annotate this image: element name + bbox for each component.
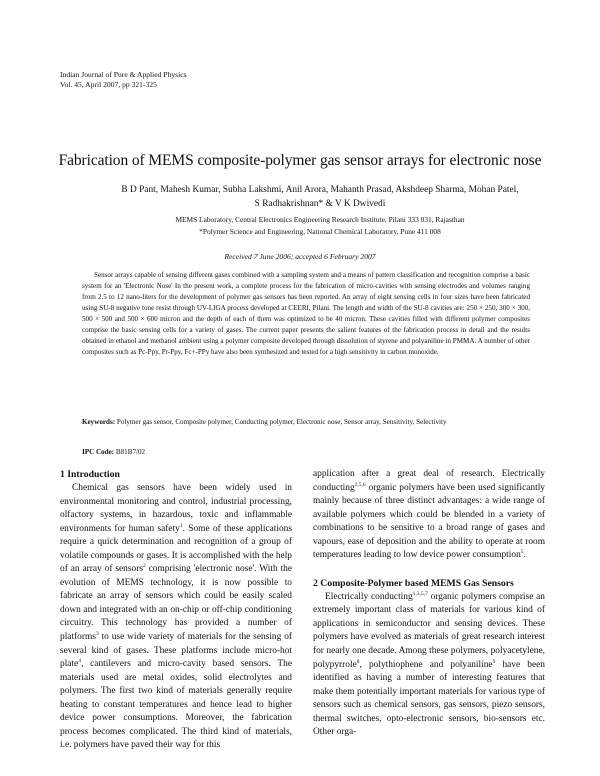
text-run: Electrically conducting <box>325 591 413 602</box>
authors-line-1: B D Pant, Mahesh Kumar, Subha Lakshmi, Anil Arora, Mahanth Prasad, Akshdeep Sharma, Mohan Patel, <box>121 185 519 195</box>
keywords-label: Keywords: <box>82 418 116 426</box>
section-2-paragraph <box>313 591 545 740</box>
section-1-continuation <box>313 468 545 563</box>
ipc-value: B81B7/02 <box>115 448 146 456</box>
reference-mark: 9 <box>492 658 496 665</box>
reference-mark: 5 <box>520 549 524 556</box>
text-run: , cantilevers and micro-cavity based sensors. The materials used are metal oxides, solid electrolytes and polymers. The first two kind of materials generally require heating to constant temperatures and hence lead to higher device power consumptions. Moreover, the fabrication process becomes complicated. The third kind of materials, i.e. polymers have paved their way for this <box>60 659 292 751</box>
text-run: , polythiophene and polyaniline <box>359 659 493 670</box>
text-run: application after a great deal of research. Electrically conducting <box>313 469 545 493</box>
affiliations <box>100 214 540 238</box>
journal-name: Indian Journal of Pure & Applied Physics <box>60 70 187 79</box>
section-1-paragraph <box>60 482 292 753</box>
reference-mark: 4 <box>78 658 81 665</box>
text-run: organic polymers comprise an extremely important class of materials for various kind of applications in semiconductor and sensing devices. These polymers have evolved as materials of great research interest for nearly one decade. Among these polymers, polyacetylene, polypyrrole <box>313 591 545 670</box>
affiliation-2: *Polymer Science and Engineering, National Chemical Laboratory, Pune 411 008 <box>199 227 441 236</box>
reference-mark: 1,3,5,7 <box>412 590 428 597</box>
section-2-heading: 2 Composite-Polymer based MEMS Gas Sensors <box>313 577 514 589</box>
ipc-code <box>82 448 145 456</box>
paper-title: Fabrication of MEMS composite-polymer gas sensor arrays for electronic nose <box>58 152 542 169</box>
keywords-text: Polymer gas sensor, Composite polymer, Conducting polymer, Electronic nose, Sensor array, Sensitivity, Selectivity <box>116 418 447 426</box>
authors <box>110 183 530 211</box>
text-run: Chemical gas sensors have been widely used in environmental monitoring and control, industrial processing, olfactory systems, in hazardous, toxic and inflammable environments for human safety <box>60 483 292 534</box>
reference-mark: 2,5,6 <box>354 481 366 488</box>
abstract: Sensor arrays capable of sensing different gases combined with a sampling system and a means of pattern classification and recognition comprise a basic system for an 'Electronic Nose' In the present work, a complete process for the fabrication of micro-cavities with sensing electrodes and volumes ranging from 2.5 to 12 nano-liters for the development of polymer gas sensors has been reported. An array of eight sensing cells in four sizes have been fabricated using SU-8 negative tone resist through UV-LIGA process developed at CEERI, Pilani. The length and width of the SU-8 cavities are: 250 × 250, 300 × 300, 500 × 500 and 500 × 600 micron and the depth of each of them was optimized to be 40 micron. These cavities filled with different polymer composites comprise the basic sensing cells for a variety of gases. The current paper presents the salient features of the fabrication process in detail and the results obtained in ethanol and methanol ambient using a polymer composite developed through dissolution of styrene and polyaniline in PMMA. A number of other composites such as Pc-Ppy, Pr-Ppy, Fc+-PPy have also been synthesized and tested for a high sensitivity in carbon monoxide. <box>82 271 530 356</box>
section-1-heading: 1 Introduction <box>60 469 120 480</box>
authors-line-2: S Radhakrishnan* & V K Dwivedi <box>254 199 386 209</box>
journal-volume: Vol. 45, April 2007, pp 321-325 <box>60 80 157 89</box>
text-run: have been identified as having a number of interesting features that make them potentially important materials for various type of sensors such as chemical sensors, gas sensors, piezo sensors, thermal switches, opto-electronic sensors, bio-sensors etc. Other orga- <box>313 659 545 738</box>
text-run: comprising 'electronic nose'. With the evolution of MEMS technology, it is now possible to fabricate an array of sensors which could be easily scaled down and integrated with an on-chip or off-chip conditioning circuitry. This technology has provided a number of platforms <box>60 564 292 643</box>
ipc-label: IPC Code: <box>82 448 115 456</box>
received-dates: Received 7 June 2006; accepted 6 February 2007 <box>224 252 376 261</box>
text-run: to use wide variety of materials for the sensing of several kind of gases. These platforms include micro-hot plate <box>60 632 292 670</box>
keywords <box>82 417 530 428</box>
journal-citation <box>60 70 187 90</box>
text-run: organic polymers have been used significantly mainly because of three distinct advantages: a wide range of available polymers which could be blended in a variety of combinations to be sensitive to a broad range of gases and vapours, ease of deposition and the ability to operate at room temperatures leading to low device power consumption <box>313 482 545 561</box>
reference-mark: 3 <box>95 631 99 638</box>
right-column <box>313 468 545 740</box>
left-column <box>60 468 292 753</box>
reference-mark: 8 <box>356 658 360 665</box>
text-run: . <box>523 550 526 561</box>
affiliation-1: MEMS Laboratory, Central Electronics Engineering Research Institute, Pilani 333 031, Rajasthan <box>175 215 465 224</box>
reference-mark: 2 <box>142 563 146 570</box>
text-run: . Some of these applications require a quick determination and recognition of a group of volatile compounds or gases. It is accomplished with the help of an array of sensors <box>60 523 292 575</box>
reference-mark: 1 <box>179 522 183 529</box>
